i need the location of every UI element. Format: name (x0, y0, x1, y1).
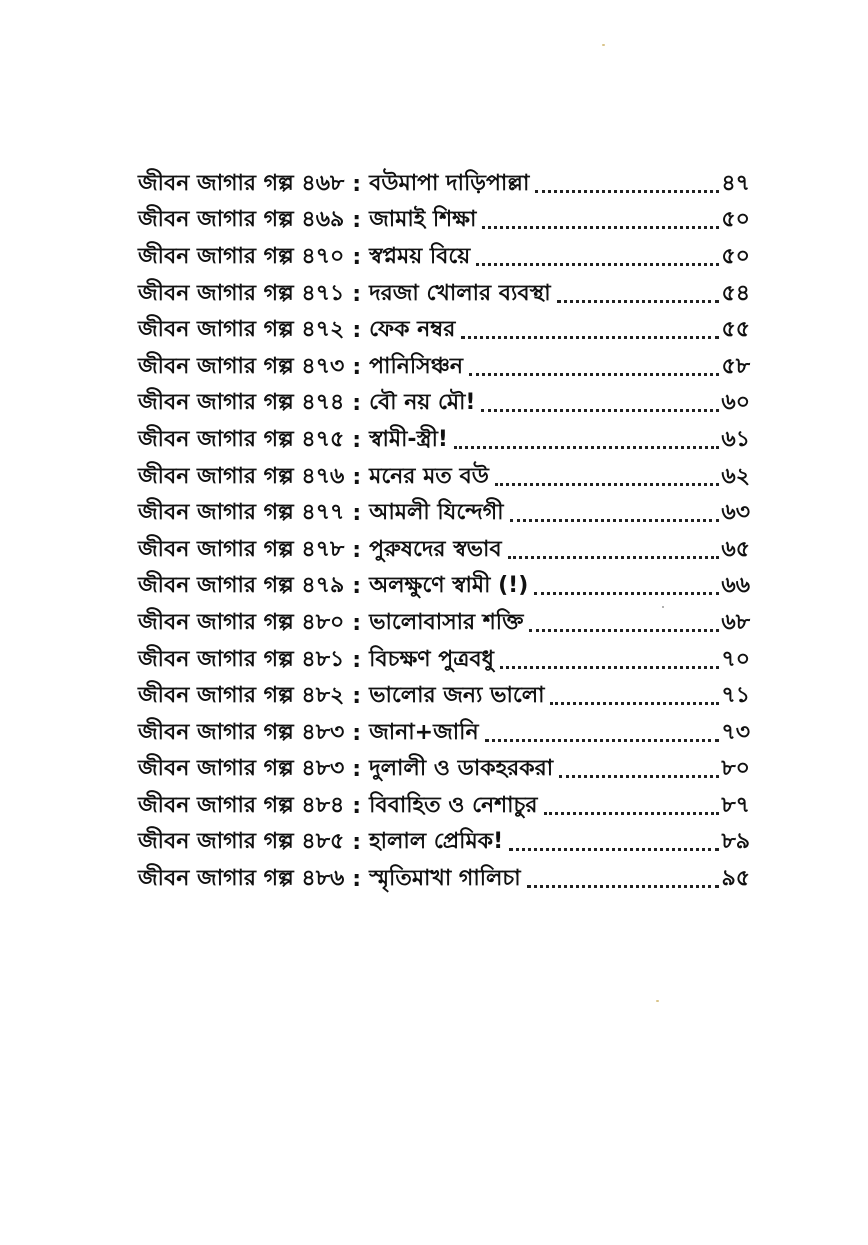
colon-separator: : (352, 244, 362, 270)
toc-entry (138, 312, 750, 349)
story-series-label: জীবন জাগার গল্প ৪৮৩ (138, 719, 345, 745)
dot-leader (461, 314, 719, 339)
colon-separator: : (352, 720, 362, 746)
dot-leader (509, 826, 719, 851)
story-title: পুরুষদের স্বভাব (369, 536, 502, 562)
colon-separator: : (352, 281, 362, 307)
story-series-label: জীবন জাগার গল্প ৪৭০ (138, 243, 345, 269)
dot-leader (500, 644, 719, 669)
toc-entry (138, 825, 750, 862)
story-title: বৌ নয় মৌ! (369, 390, 476, 416)
story-series-label: জীবন জাগার গল্প ৪৭৫ (138, 426, 345, 452)
table-of-contents (138, 166, 750, 898)
colon-separator: : (352, 501, 362, 527)
story-series-label: জীবন জাগার গল্প ৪৬৮ (138, 170, 345, 196)
toc-entry (138, 861, 750, 898)
dot-leader (535, 168, 719, 193)
dot-leader (508, 534, 720, 559)
toc-entry (138, 752, 750, 789)
dot-leader (510, 497, 720, 522)
story-series-label: জীবন জাগার গল্প ৪৮২ (138, 683, 345, 709)
toc-entry (138, 422, 750, 459)
colon-separator: : (352, 610, 362, 636)
page-number: ৮৯ (721, 829, 750, 855)
dot-leader (534, 570, 719, 595)
dot-leader (495, 461, 720, 486)
toc-entry (138, 203, 750, 240)
story-series-label: জীবন জাগার গল্প ৪৭৮ (138, 536, 345, 562)
toc-entry (138, 532, 750, 569)
page-number: ৬৫ (721, 536, 750, 562)
story-title: স্মৃতিমাখা গালিচা (369, 866, 521, 892)
story-title: ভালোবাসার শক্তি (369, 609, 524, 635)
story-series-label: জীবন জাগার গল্প ৪৮৫ (138, 829, 345, 855)
page-number: ৮০ (721, 756, 750, 782)
paper-speck (602, 44, 605, 46)
page-number: ৫৫ (721, 317, 750, 343)
toc-entry (138, 459, 750, 496)
colon-separator: : (352, 684, 362, 710)
page-number: ৫০ (721, 243, 750, 269)
story-title: স্বপ্নময় বিয়ে (369, 243, 471, 269)
colon-separator: : (352, 830, 362, 856)
toc-entry (138, 166, 750, 203)
colon-separator: : (352, 464, 362, 490)
story-series-label: জীবন জাগার গল্প ৪৭৬ (138, 463, 345, 489)
story-title: আমলী যিন্দেগী (369, 500, 504, 526)
page-number: ৬২ (721, 463, 750, 489)
colon-separator: : (352, 574, 362, 600)
story-series-label: জীবন জাগার গল্প ৪৮০ (138, 609, 345, 635)
dot-leader (527, 863, 720, 888)
story-series-label: জীবন জাগার গল্প ৪৭৯ (138, 573, 345, 599)
page-number: ৬৬ (721, 573, 750, 599)
colon-separator: : (352, 354, 362, 380)
dot-leader (559, 753, 719, 778)
colon-separator: : (352, 318, 362, 344)
page-number: ৫৪ (721, 280, 750, 306)
colon-separator: : (352, 867, 362, 893)
page-number: ৬১ (721, 426, 750, 452)
page-number: ৯৫ (721, 866, 750, 892)
story-series-label: জীবন জাগার গল্প ৪৮১ (138, 646, 345, 672)
toc-entry (138, 349, 750, 386)
story-title: ভালোর জন্য ভালো (369, 683, 545, 709)
toc-entry (138, 678, 750, 715)
story-series-label: জীবন জাগার গল্প ৪৭৭ (138, 500, 345, 526)
story-title: পানিসিঞ্চন (369, 353, 464, 379)
dot-leader (454, 424, 719, 449)
toc-entry (138, 276, 750, 313)
story-title: ফেক নম্বর (369, 317, 456, 343)
story-title: হালাল প্রেমিক! (369, 829, 504, 855)
colon-separator: : (352, 208, 362, 234)
dot-leader (550, 680, 719, 705)
dot-leader (544, 790, 720, 815)
colon-separator: : (352, 171, 362, 197)
page-number: ৭০ (721, 646, 750, 672)
paper-speck (656, 1000, 659, 1002)
page-number: ৬৩ (721, 500, 750, 526)
colon-separator: : (352, 757, 362, 783)
dot-leader (529, 607, 719, 632)
page-number: ৭১ (721, 683, 750, 709)
colon-separator: : (352, 537, 362, 563)
dot-leader (482, 204, 719, 229)
story-title: বিচক্ষণ পুত্রবধু (369, 646, 494, 672)
toc-entry (138, 239, 750, 276)
colon-separator: : (352, 391, 362, 417)
dot-leader (481, 387, 719, 412)
toc-entry (138, 642, 750, 679)
page-number: ৬৮ (721, 609, 750, 635)
story-series-label: জীবন জাগার গল্প ৪৭৩ (138, 353, 345, 379)
dot-leader (557, 278, 720, 303)
story-series-label: জীবন জাগার গল্প ৪৭১ (138, 280, 345, 306)
toc-entry (138, 605, 750, 642)
colon-separator: : (352, 427, 362, 453)
story-title: স্বামী-স্ত্রী! (369, 426, 448, 452)
story-title: বিবাহিত ও নেশাচুর (369, 792, 538, 818)
story-series-label: জীবন জাগার গল্প ৪৮৬ (138, 866, 345, 892)
dot-leader (476, 241, 719, 266)
story-title: দুলালী ও ডাকহরকরা (369, 756, 554, 782)
page-number: ৬০ (721, 390, 750, 416)
toc-entry (138, 495, 750, 532)
story-series-label: জীবন জাগার গল্প ৪৭২ (138, 317, 345, 343)
story-title: জানা+জানি (369, 719, 479, 745)
story-title: বউমাপা দাড়িপাল্লা (369, 170, 530, 196)
story-title: মনের মত বউ (369, 463, 489, 489)
page-number: ৮৭ (721, 792, 750, 818)
dot-leader (469, 351, 719, 376)
page-number: ৪৭ (721, 170, 750, 196)
story-title: দরজা খোলার ব্যবস্থা (369, 280, 551, 306)
colon-separator: : (352, 647, 362, 673)
dot-leader (485, 717, 720, 742)
page-number: ৭৩ (721, 719, 750, 745)
toc-entry (138, 715, 750, 752)
page-number: ৫৮ (721, 353, 750, 379)
colon-separator: : (352, 793, 362, 819)
story-title: জামাই শিক্ষা (369, 207, 477, 233)
toc-entry (138, 569, 750, 606)
page-number: ৫০ (721, 207, 750, 233)
story-series-label: জীবন জাগার গল্প ৪৭৪ (138, 390, 345, 416)
toc-entry (138, 788, 750, 825)
story-series-label: জীবন জাগার গল্প ৪৮৩ (138, 756, 345, 782)
story-title: অলক্ষুণে স্বামী (!) (369, 573, 529, 599)
story-series-label: জীবন জাগার গল্প ৪৮৪ (138, 792, 345, 818)
toc-entry (138, 386, 750, 423)
story-series-label: জীবন জাগার গল্প ৪৬৯ (138, 207, 345, 233)
